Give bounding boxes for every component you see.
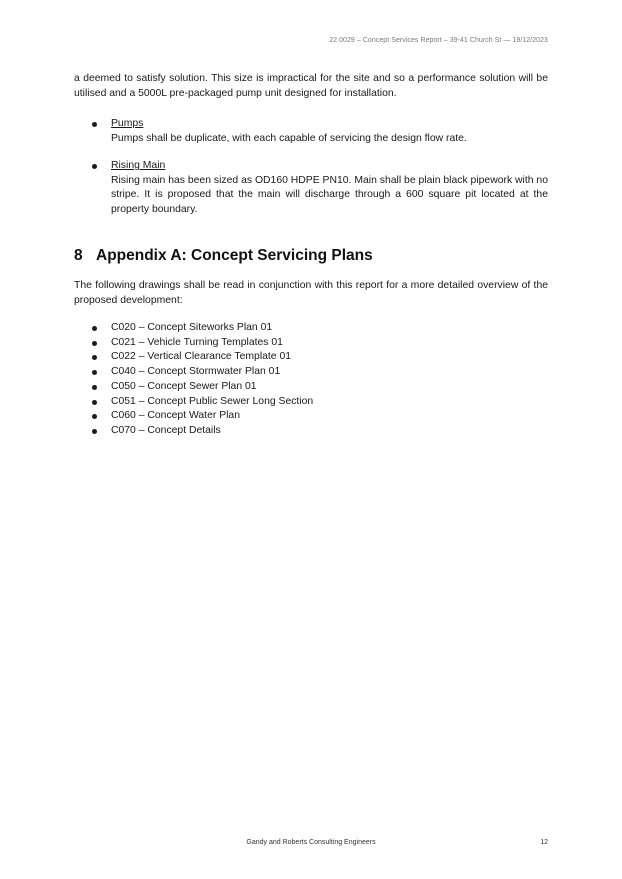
bullet-icon <box>92 414 97 419</box>
bullet-icon <box>92 370 97 375</box>
bullet-icon <box>92 341 97 346</box>
drawing-list <box>92 321 313 439</box>
page-header: 22.0029 – Concept Services Report – 39-41 Church St — 19/12/2023 <box>329 37 548 44</box>
intro-paragraph: a deemed to satisfy solution. This size is impractical for the site and so a performance solution will be utilised and a 5000L pre-packaged pump unit designed for installation. <box>74 73 548 99</box>
drawing-label: C020 – Concept Siteworks Plan 01 <box>111 322 273 333</box>
list-item <box>92 321 313 336</box>
list-item <box>92 424 313 439</box>
bullet-icon <box>92 326 97 331</box>
page-number: 12 <box>540 839 548 846</box>
bullet-item-pumps <box>92 117 548 146</box>
drawing-label: C050 – Concept Sewer Plan 01 <box>111 380 257 392</box>
list-item <box>92 336 313 351</box>
section-title: Appendix A: Concept Servicing Plans <box>96 247 373 264</box>
drawing-label: C051 – Concept Public Sewer Long Section <box>111 395 314 407</box>
bullet-text: Rising main has been sized as OD160 HDPE PN10. Main shall be plain black pipework with no stripe. It is proposed that the main will discharge through a 600 square pit located at the property boundary. <box>111 174 548 215</box>
section-heading <box>74 247 373 265</box>
footer-company: Gandy and Roberts Consulting Engineers <box>246 839 376 846</box>
bullet-title: Rising Main <box>111 160 166 171</box>
drawing-label: C021 – Vehicle Turning Templates 01 <box>111 336 283 348</box>
bullet-text: Pumps shall be duplicate, with each capable of servicing the design flow rate. <box>111 132 467 144</box>
bullet-icon <box>92 385 97 390</box>
drawing-label: C040 – Concept Stormwater Plan 01 <box>111 366 281 378</box>
drawing-label: C060 – Concept Water Plan <box>111 410 240 422</box>
section-intro-paragraph: The following drawings shall be read in conjunction with this report for a more detailed overview of the proposed development: <box>74 280 548 306</box>
drawing-label: C022 – Vertical Clearance Template 01 <box>111 351 292 363</box>
bullet-icon <box>92 355 97 360</box>
bullet-item-rising-main <box>92 159 548 217</box>
bullet-icon <box>92 429 97 434</box>
bullet-icon <box>92 400 97 405</box>
section-number: 8 <box>74 247 83 264</box>
list-item <box>92 409 313 424</box>
list-item <box>92 350 313 365</box>
bullet-icon <box>92 164 97 169</box>
list-item <box>92 365 313 380</box>
list-item <box>92 395 313 410</box>
bullet-title: Pumps <box>111 118 144 129</box>
list-item <box>92 380 313 395</box>
bullet-icon <box>92 122 97 127</box>
drawing-label: C070 – Concept Details <box>111 424 221 436</box>
